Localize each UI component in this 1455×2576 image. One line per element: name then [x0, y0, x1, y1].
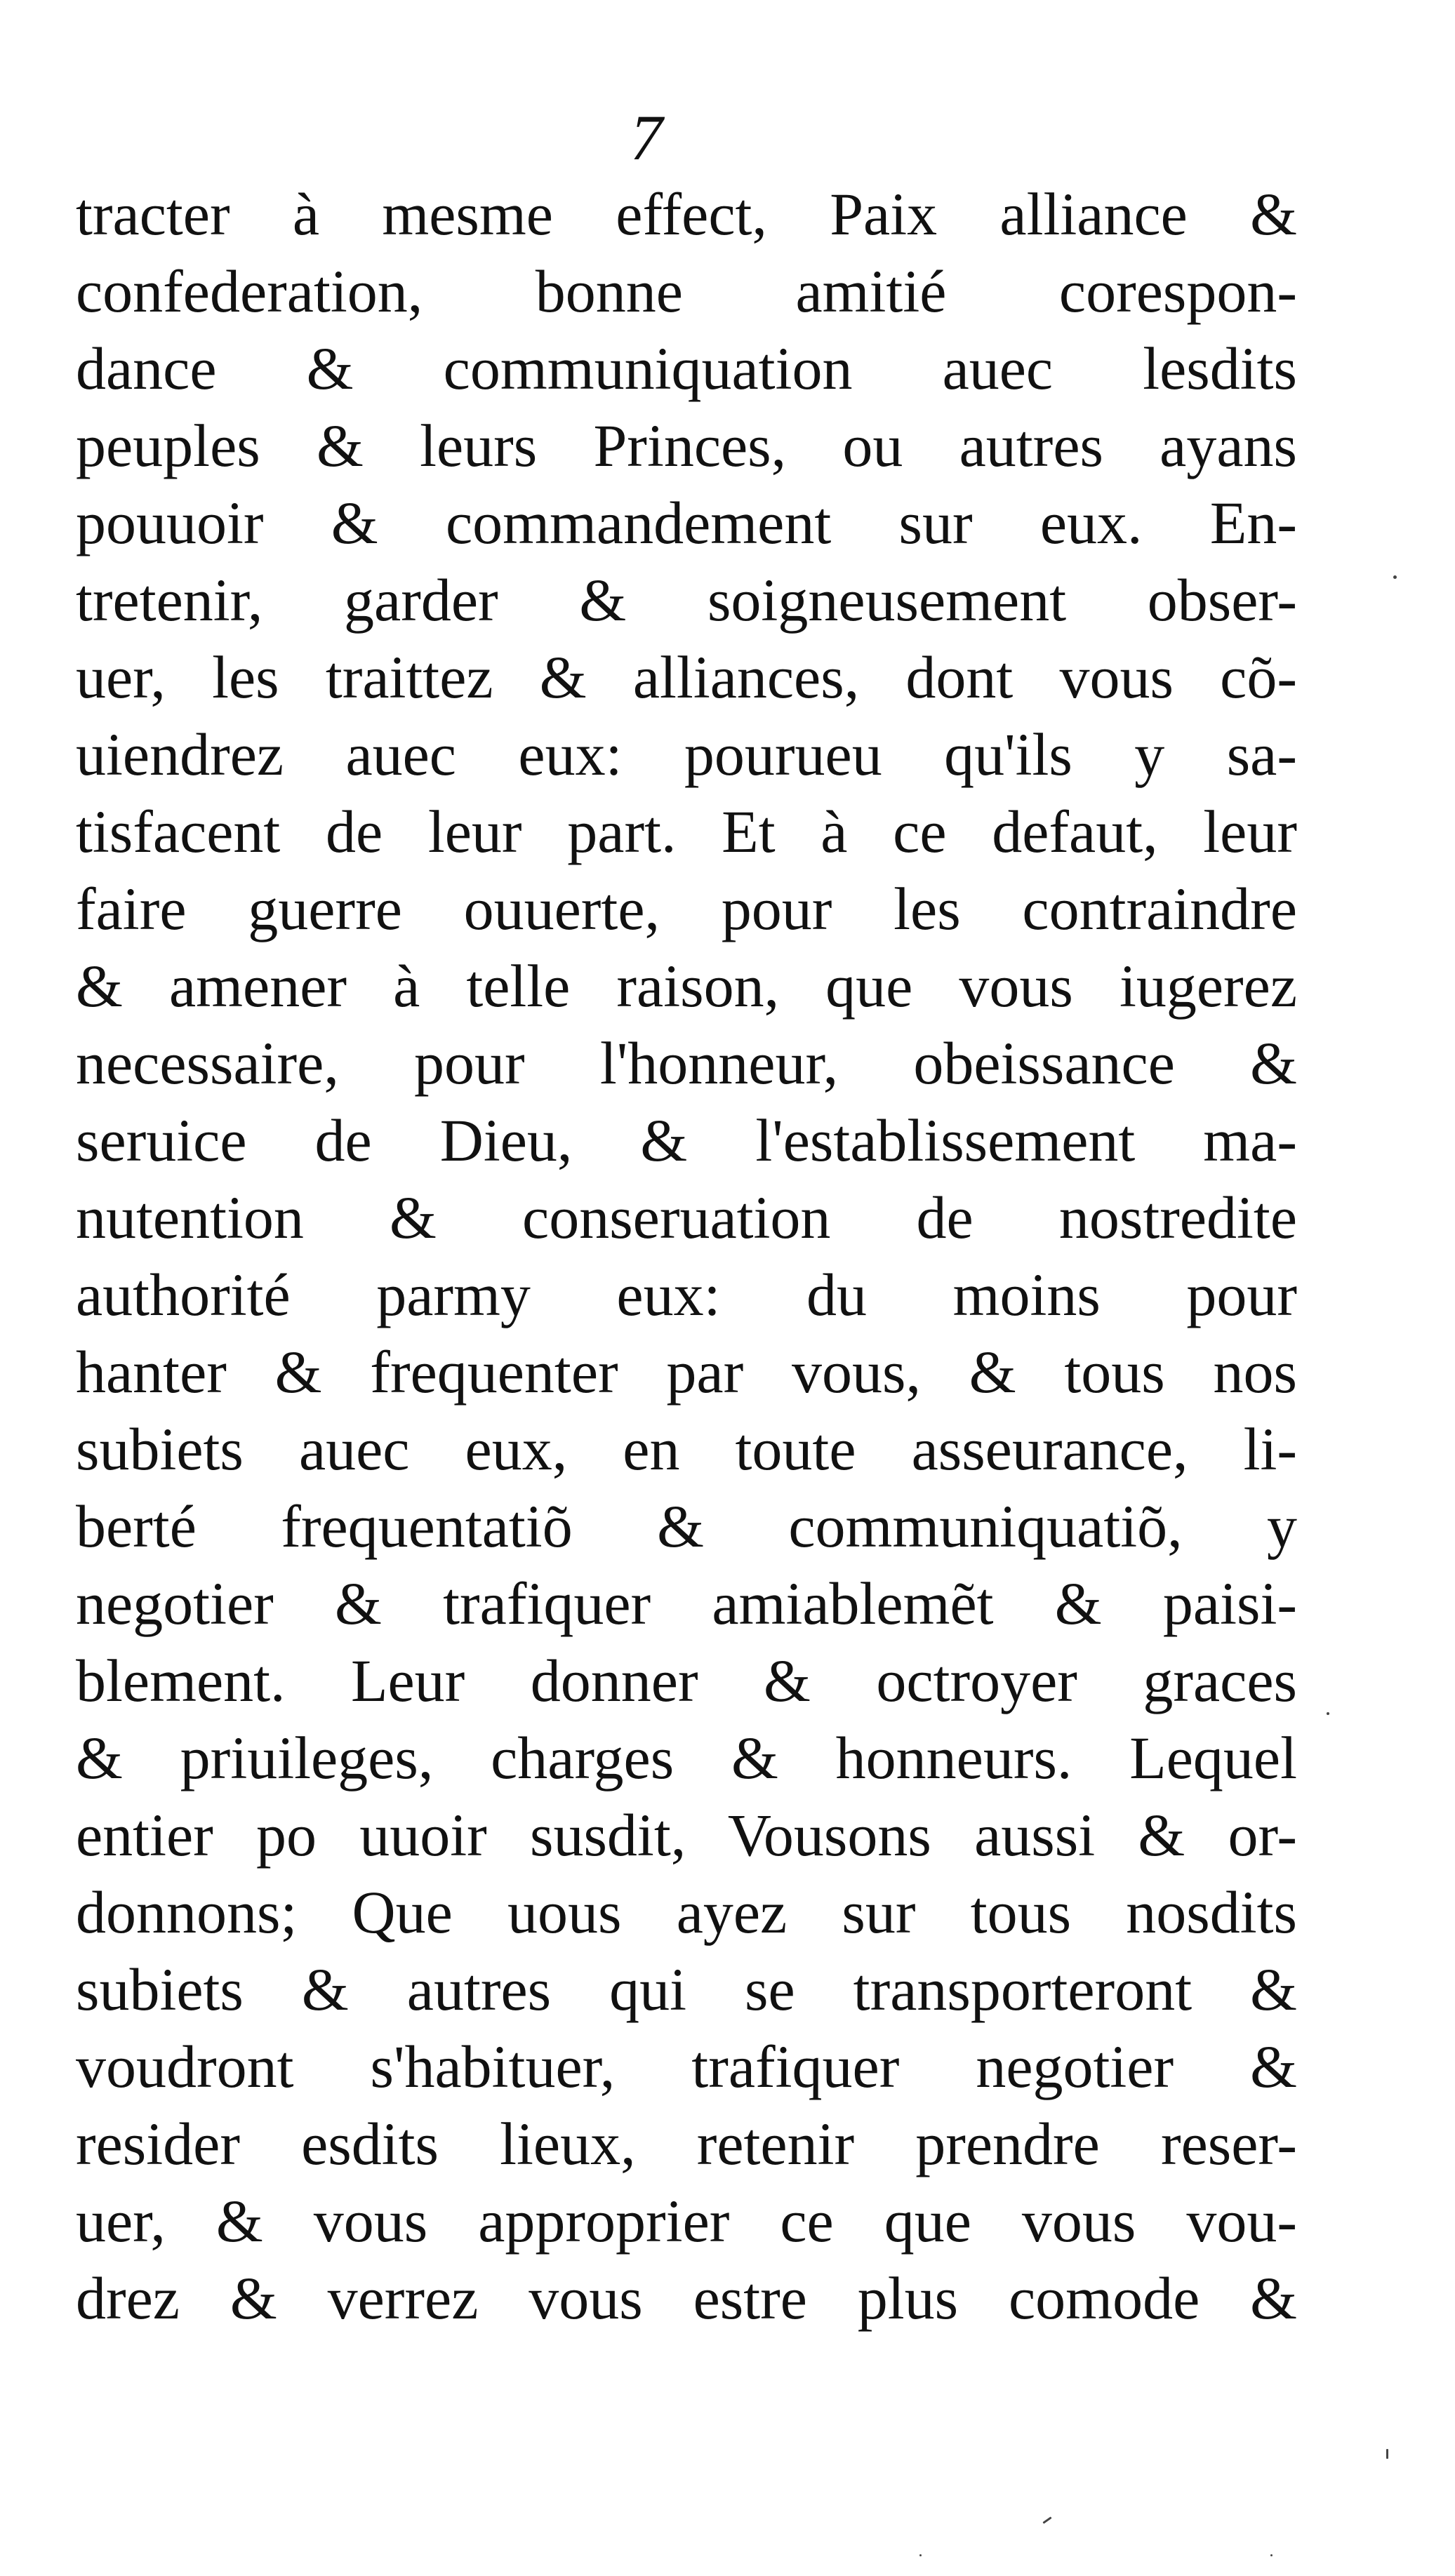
scan-speck: [1327, 1712, 1329, 1715]
text-line: subiets & autres qui se transporteront &: [76, 1956, 1297, 2023]
text-line: blement. Leur donner & octroyer graces: [76, 1647, 1297, 1714]
text-line: voudront s'habituer, trafiquer negotier &: [76, 2033, 1297, 2100]
text-line: dance & communiquation auec lesdits: [76, 335, 1297, 402]
text-line: tracter à mesme effect, Paix alliance &: [76, 180, 1297, 248]
text-line: hanter & frequenter par vous, & tous nos: [76, 1338, 1297, 1406]
scan-speck: [1042, 2516, 1051, 2523]
text-line: tretenir, garder & soigneusement obser-: [76, 566, 1297, 634]
text-line: entier po uuoir susdit, Vousons aussi & or-: [76, 1801, 1297, 1869]
text-line: pouuoir & commandement sur eux. En-: [76, 489, 1297, 556]
page-number: 7: [630, 102, 663, 173]
text-line: & priuileges, charges & honneurs. Lequel: [76, 1724, 1297, 1791]
scan-speck: [1270, 2554, 1273, 2556]
scan-speck: [1393, 575, 1397, 579]
text-line: & amener à telle raison, que vous iugerez: [76, 952, 1297, 1020]
text-line: uer, & vous approprier ce que vous vou-: [76, 2187, 1297, 2255]
text-line: tisfacent de leur part. Et à ce defaut, leur: [76, 798, 1297, 865]
text-line: negotier & trafiquer amiablemẽt & paisi-: [76, 1570, 1297, 1637]
text-line: resider esdits lieux, retenir prendre reser-: [76, 2110, 1297, 2177]
body-text: [76, 175, 1297, 2337]
text-line: subiets auec eux, en toute asseurance, li-: [76, 1415, 1297, 1483]
text-line: authorité parmy eux: du moins pour: [76, 1261, 1297, 1328]
text-line: drez & verrez vous estre plus comode &: [76, 2264, 1297, 2332]
text-line: uiendrez auec eux: pourueu qu'ils y sa-: [76, 721, 1297, 788]
text-line: seruice de Dieu, & l'establissement ma-: [76, 1107, 1297, 1174]
text-line: necessaire, pour l'honneur, obeissance &: [76, 1029, 1297, 1097]
text-line: peuples & leurs Princes, ou autres ayans: [76, 412, 1297, 479]
text-line: donnons; Que uous ayez sur tous nosdits: [76, 1878, 1297, 1946]
scan-speck: [1386, 2449, 1388, 2459]
text-line: confederation, bonne amitié corespon-: [76, 258, 1297, 325]
text-line: nutention & conseruation de nostredite: [76, 1184, 1297, 1251]
text-line: faire guerre ouuerte, pour les contraindre: [76, 875, 1297, 942]
text-line: berté frequentatiõ & communiquatiõ, y: [76, 1493, 1297, 1560]
scan-speck: [919, 2554, 922, 2556]
text-line: uer, les traittez & alliances, dont vous cõ-: [76, 643, 1297, 711]
